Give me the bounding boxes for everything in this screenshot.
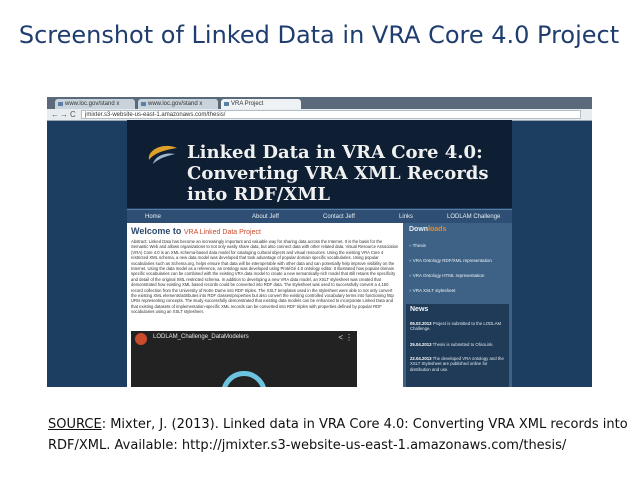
video-title[interactable]: LODLAM_Challenge_DataModelers — [153, 334, 249, 340]
banner-title: Linked Data in VRA Core 4.0: Converting VRA XML Records into RDF/XML — [187, 142, 489, 205]
news-heading: News — [410, 306, 429, 313]
downloads-prefix: Down — [409, 226, 429, 233]
tab-label: www.loc.gov/stand x — [65, 101, 120, 107]
downloads-heading — [409, 226, 446, 233]
download-link-html[interactable]: » VRA Ontology HTML representation — [409, 273, 484, 278]
welcome-prefix: Welcome to — [131, 226, 182, 236]
share-icon[interactable]: < — [338, 333, 343, 342]
news-item — [410, 342, 506, 347]
more-menu-icon[interactable]: ⋮ — [345, 333, 353, 342]
site-nav — [127, 209, 512, 224]
nav-about-jeff[interactable]: About Jeff — [252, 214, 279, 220]
browser-tab-bar — [47, 97, 592, 109]
nav-home[interactable]: Home — [145, 214, 162, 220]
news-date: 22.04.2013 — [410, 356, 432, 361]
website-screenshot — [47, 97, 592, 387]
nav-lodlam-challenge[interactable]: LODLAM Challenge — [447, 214, 501, 220]
news-panel — [406, 304, 509, 387]
welcome-heading — [131, 226, 261, 236]
news-date: 05.02.2013 — [410, 321, 432, 326]
tab-favicon — [224, 102, 229, 106]
news-text: Project is submitted to the LODLAM Challenge. — [410, 321, 502, 332]
forward-arrow-icon[interactable]: → — [60, 110, 68, 119]
browser-tab-2[interactable] — [138, 99, 218, 109]
sidebar — [403, 223, 512, 387]
news-date: 25.04.2013 — [410, 342, 432, 347]
source-citation — [48, 414, 628, 456]
url-field[interactable]: jmixter.s3-website-us-east-1.amazonaws.com/thesis/ — [81, 110, 581, 119]
news-text: Thesis is submitted to OhioLink. — [432, 342, 494, 347]
download-link-rdf[interactable]: » VRA Ontology RDF/XML representation — [409, 258, 492, 263]
news-item — [410, 321, 506, 332]
downloads-suffix: loads — [428, 226, 447, 233]
tab-favicon — [141, 102, 146, 106]
video-loading-icon — [221, 371, 267, 387]
tab-label: VRA Project — [231, 101, 264, 107]
download-link-xslt[interactable]: » VRA XSLT stylesheet — [409, 288, 455, 293]
browser-tab-3[interactable] — [221, 99, 301, 109]
channel-avatar — [135, 333, 147, 345]
logo-swoosh-icon — [145, 144, 179, 166]
source-text: : Mixter, J. (2013). Linked data in VRA Core 4.0: Converting VRA XML records into RDF/XML. Available: http://jmixter.s3-website-us-east-1.amazonaws.com/thesis/ — [48, 417, 628, 453]
abstract-text: Abstract: Linked Data has become an increasingly important and valuable way for sharing data across the Internet. It is the basis for the Semantic Web and allows organizations to not only easily share data, but also connect data with other related data. Visual Resource Association (VRA) Core 4.0 is an XML schema-based data model for cataloging cultural objects and visual resources. Using the existing VRA Core 4 restricted XML schema, a new data model was developed that took advantage of popular domain specific vocabularies. Using popular vocabularies such as Schema.org, helps ensure that data will be interoperable with other data and can potentially help improve visibility on the Internet. Using the data model as a reference, an ontology was developed using ProtéGé 4.0 ontology editor. It illustrated how popular domain specific vocabularies can be combined with the existing VRA data model to create a new semantically-rich model that still retains the specificity and detail of the original XML restricted schema. In addition to developing a new VRA data model, an XSLT stylesheet was created that demonstrated how existing XML based records could be converted into RDF data. The stylesheet was used to successfully convert a 4,150 record collection from the University of Notre Dame into RDF triples. The XSLT templates used in the stylesheet were able to not only convert the existing XML elements/attributes into RDF classes/properties but also convert the existing controlled vocabulary terms into functioning http URIs representing concepts. The study successfully demonstrated that existing data models can be enhanced to incorporate Linked Data and that existing datasets of implementation-specific XML records can be converted into RDF triples with properties defined by popular RDF vocabularies using an XSLT stylesheet. — [131, 239, 399, 315]
main-content — [127, 223, 403, 387]
tab-favicon — [58, 102, 63, 106]
reload-icon[interactable]: C — [70, 110, 76, 119]
tab-label: www.loc.gov/stand x — [148, 101, 203, 107]
news-text: The developed VRA ontology and the XSLT Stylesheet are published online for distribution and use. — [410, 356, 504, 372]
nav-links[interactable]: Links — [399, 214, 414, 220]
news-item — [410, 356, 506, 372]
nav-contact-jeff[interactable]: Contact Jeff — [323, 214, 355, 220]
video-embed[interactable] — [131, 331, 357, 387]
source-label: SOURCE — [48, 417, 102, 432]
back-arrow-icon[interactable]: ← — [51, 110, 59, 119]
browser-tab-1[interactable] — [55, 99, 135, 109]
welcome-suffix: VRA Linked Data Project — [183, 229, 261, 236]
download-link-thesis[interactable]: » Thesis — [409, 243, 426, 248]
site-banner — [127, 120, 512, 208]
slide-title: Screenshot of Linked Data in VRA Core 4.0 Project — [18, 21, 620, 49]
